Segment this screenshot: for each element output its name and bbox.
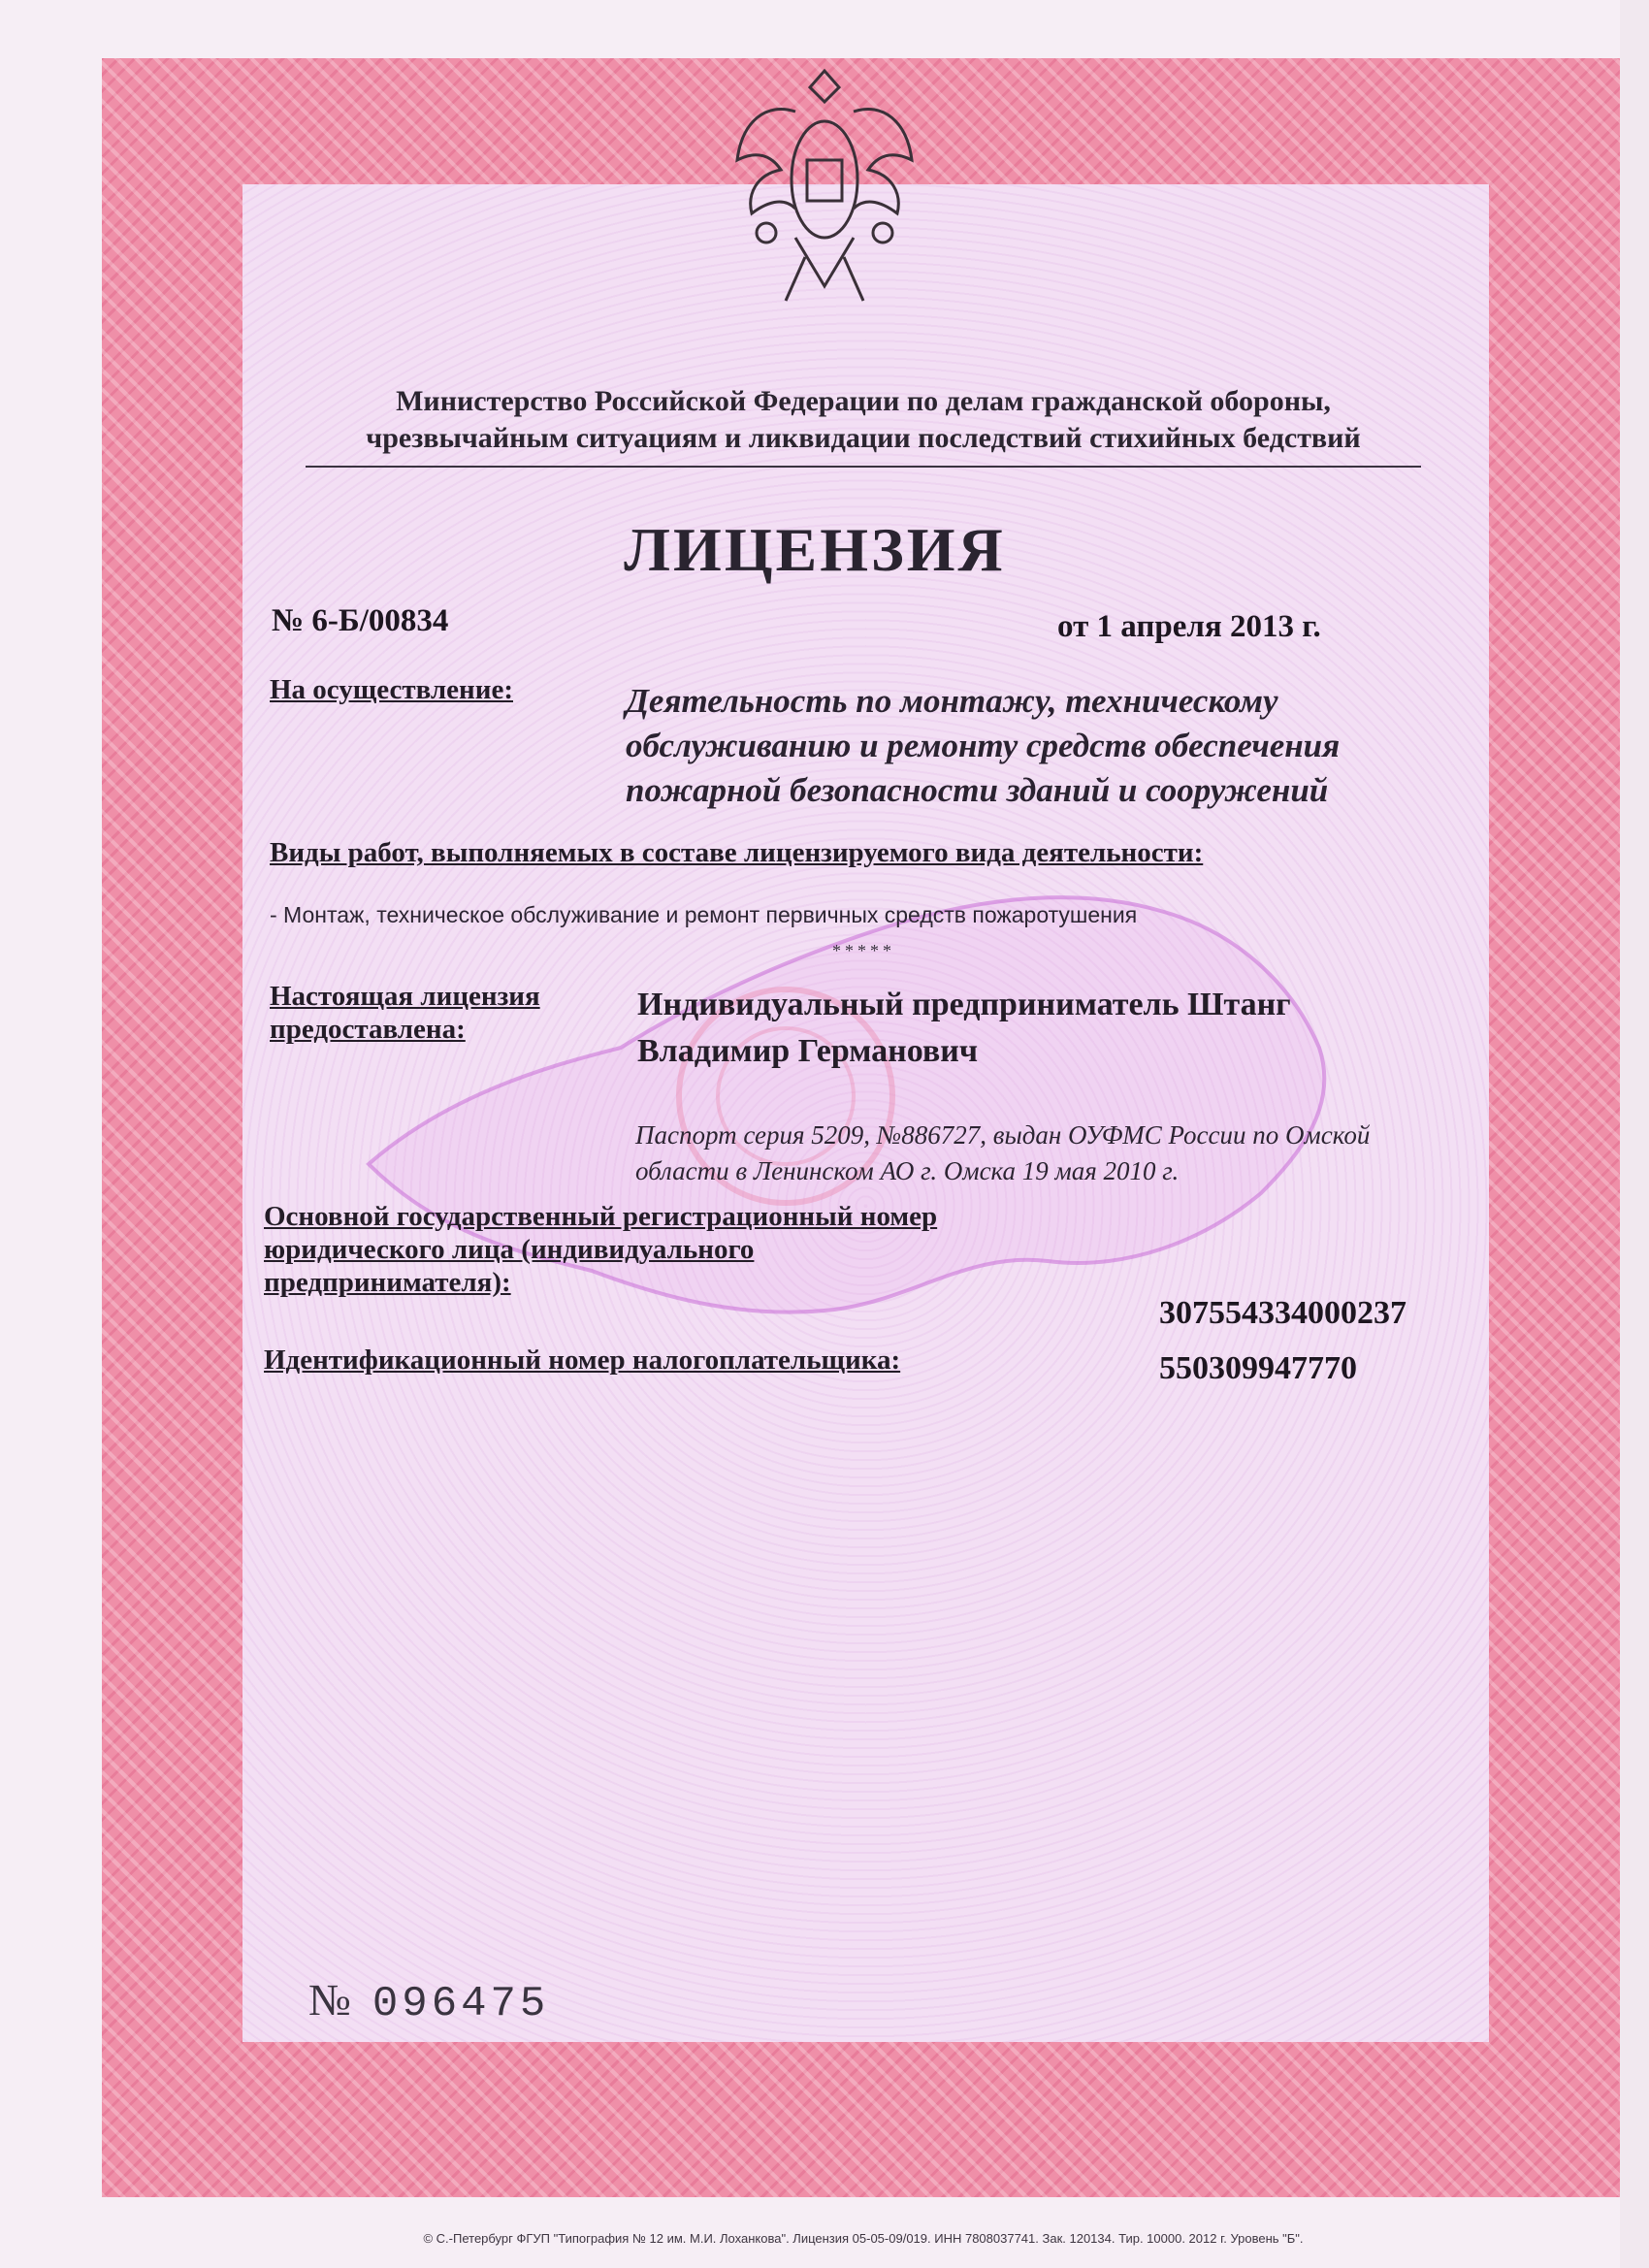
passport-details: Паспорт серия 5209, №886727, выдан ОУФМС России по Омской области в Ленинском АО г. Омска 19 мая 2010 г. bbox=[635, 1120, 1371, 1185]
inn-value: 550309947770 bbox=[1159, 1350, 1357, 1386]
scan-edge bbox=[1620, 0, 1649, 2268]
license-holder: Индивидуальный предприниматель Штанг Владимир Германович bbox=[637, 987, 1291, 1069]
grant-label: Настоящая лицензия предоставлена: bbox=[270, 981, 540, 1045]
serial-prefix: № bbox=[308, 1975, 351, 2025]
ogrn-label: Основной государственный регистрационный номер юридического лица (индивидуального предпринимателя): bbox=[264, 1201, 938, 1298]
works-item: - Монтаж, техническое обслуживание и ремонт первичных средств пожаротушения bbox=[270, 902, 1138, 927]
ministry-name: Министерство Российской Федерации по делам гражданской обороны, чрезвычайным ситуациям и ликвидации последствий стихийных бедствий bbox=[366, 385, 1361, 454]
coat-of-arms-icon bbox=[728, 63, 922, 315]
inn-label: Идентификационный номер налогоплательщика: bbox=[264, 1345, 901, 1376]
blank-serial bbox=[308, 1974, 549, 2028]
works-label: Виды работ, выполняемых в составе лицензируемого вида деятельности: bbox=[270, 837, 1204, 868]
license-number: № 6-Б/00834 bbox=[272, 603, 449, 638]
ministry-divider bbox=[306, 466, 1421, 468]
activity-text: Деятельность по монтажу, техническому обслуживанию и ремонту средств обеспечения пожарной безопасности зданий и сооружений bbox=[626, 682, 1341, 809]
document-title: ЛИЦЕНЗИЯ bbox=[624, 515, 1006, 584]
separator-stars: ***** bbox=[832, 941, 895, 960]
serial-number: 096475 bbox=[372, 1980, 550, 2028]
ogrn-value: 307554334000237 bbox=[1159, 1295, 1406, 1331]
license-date: от 1 апреля 2013 г. bbox=[1057, 609, 1321, 644]
printer-footer: © С.-Петербург ФГУП "Типография № 12 им. М.И. Лоханкова". Лицензия 05-05-09/019. ИНН 7808037741. Зак. 120134. Тир. 10000. 2012 г. Уровень "Б". bbox=[423, 2231, 1304, 2246]
activity-label: На осуществление: bbox=[270, 674, 513, 705]
